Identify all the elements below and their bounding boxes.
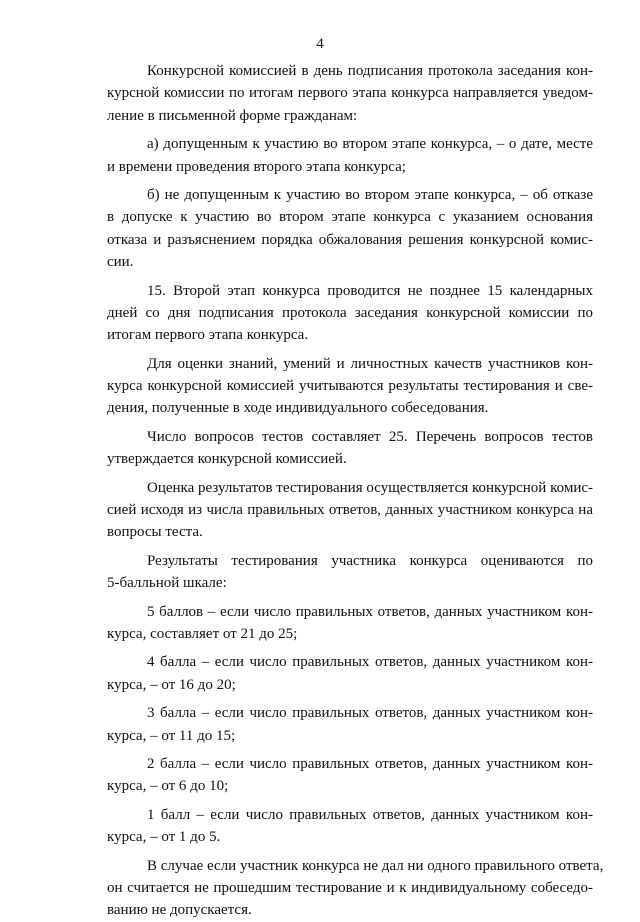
- paragraph-evaluation: [107, 477, 593, 544]
- text-line: Число вопросов тестов составляет 25. Перечень вопросов тестов: [147, 428, 593, 445]
- text-line: В случае если участник конкурса не дал ни одного правильного ответа,: [147, 857, 604, 874]
- score-item-1: [107, 804, 593, 849]
- text-line: сией исходя из числа правильных ответов, данных участником конкурса на: [107, 502, 593, 519]
- paragraph-question-count: [107, 426, 593, 471]
- paragraph-notification: [107, 60, 593, 127]
- text-line: вопросы теста.: [107, 524, 203, 541]
- text-line: курса, – от 1 до 5.: [107, 829, 221, 846]
- text-line: курса, – от 16 до 20;: [107, 676, 236, 693]
- text-line: и времени проведения второго этапа конкурса;: [107, 158, 406, 175]
- score-item-4: [107, 651, 593, 696]
- list-item-a: [107, 133, 593, 178]
- text-line: курса, составляет от 21 до 25;: [107, 625, 298, 642]
- text-line: он считается не прошедшим тестирование и к индивидуальному собеседо-: [107, 879, 593, 896]
- text-line: 1 балл – если число правильных ответов, данных участником кон-: [147, 806, 593, 823]
- text-line: 5-балльной шкале:: [107, 575, 227, 592]
- text-line: сии.: [107, 254, 134, 271]
- text-line: дения, полученные в ходе индивидуального собеседования.: [107, 400, 489, 417]
- text-line: ление в письменной форме гражданам:: [107, 107, 358, 124]
- score-item-2: [107, 753, 593, 798]
- text-line: Для оценки знаний, умений и личностных качеств участников кон-: [147, 355, 593, 372]
- text-line: 15. Второй этап конкурса проводится не позднее 15 календарных: [147, 282, 593, 299]
- text-line: курса, – от 6 до 10;: [107, 778, 229, 795]
- text-line: утверждается конкурсной комиссией.: [107, 451, 347, 468]
- text-line: курсной комиссии по итогам первого этапа конкурса направляется уведом-: [107, 85, 593, 102]
- document-body: [107, 60, 604, 922]
- text-line: отказа и разъяснением порядка обжалования решения конкурсной комис-: [107, 231, 593, 248]
- list-item-b: [107, 184, 593, 274]
- text-line: 2 балла – если число правильных ответов, данных участником кон-: [147, 755, 593, 772]
- text-line: б) не допущенным к участию во втором этапе конкурса, – об отказе: [147, 186, 593, 203]
- paragraph-scale: [107, 550, 593, 595]
- score-item-5: [107, 601, 593, 646]
- paragraph-clause-15: [107, 280, 593, 347]
- text-line: а) допущенным к участию во втором этапе конкурса, – о дате, месте: [147, 136, 593, 153]
- text-line: 5 баллов – если число правильных ответов, данных участником кон-: [147, 603, 593, 620]
- text-line: Конкурсной комиссией в день подписания протокола заседания кон-: [147, 63, 593, 79]
- paragraph-no-correct-answers: [107, 855, 604, 922]
- text-line: 4 балла – если число правильных ответов, данных участником кон-: [147, 654, 593, 671]
- text-line: курса конкурсной комиссией учитываются результаты тестирования и све-: [107, 378, 593, 395]
- page-number: 4: [316, 36, 324, 52]
- text-line: дней со дня подписания протокола заседания конкурсной комиссии по: [107, 304, 593, 321]
- text-line: курса, – от 11 до 15;: [107, 727, 236, 744]
- text-line: ванию не допускается.: [107, 902, 252, 919]
- text-line: 3 балла – если число правильных ответов, данных участником кон-: [147, 705, 593, 722]
- text-line: Оценка результатов тестирования осуществляется конкурсной комис-: [147, 479, 593, 496]
- text-line: в допуске к участию во втором этапе конкурса с указанием основания: [107, 209, 593, 226]
- paragraph-assessment: [107, 353, 593, 420]
- text-line: Результаты тестирования участника конкурса оцениваются по: [147, 552, 593, 569]
- score-item-3: [107, 702, 593, 747]
- text-line: итогам первого этапа конкурса.: [107, 327, 309, 344]
